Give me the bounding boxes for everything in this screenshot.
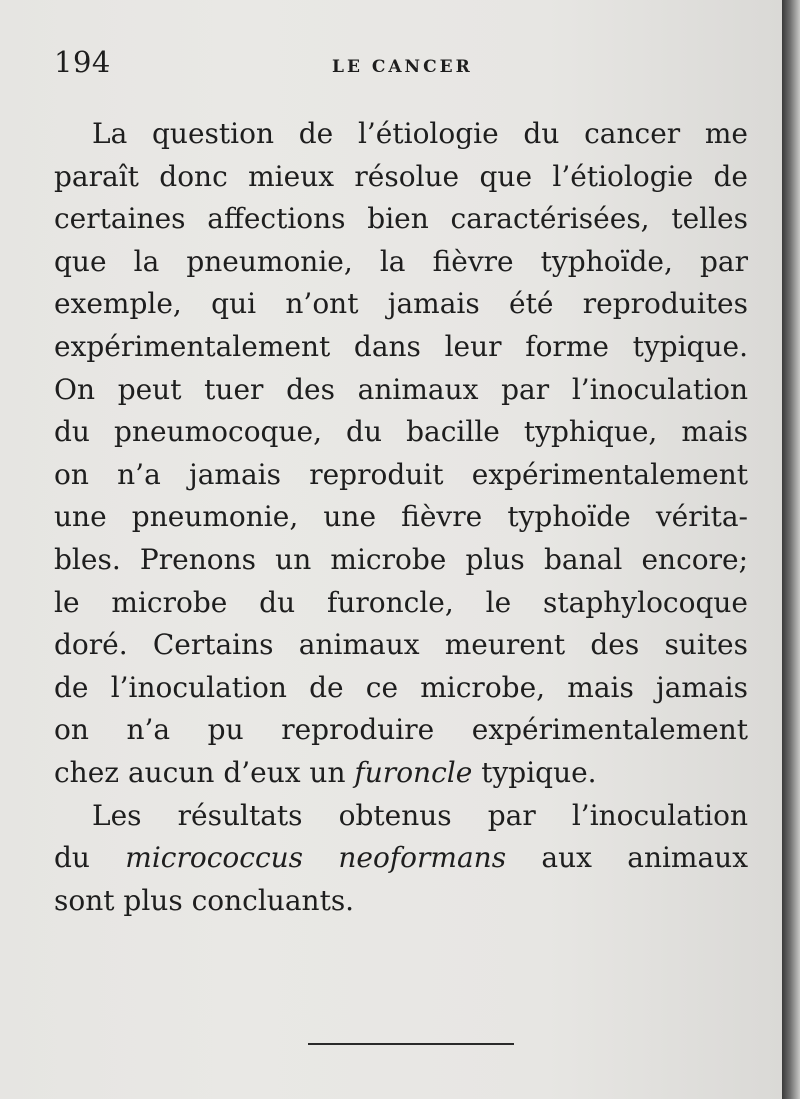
text-line: du pneumocoque, du bacille typhique, mais: [54, 415, 748, 449]
text-line: doré. Certains animaux meurent des suites: [54, 628, 748, 662]
text-line: on n’a pu reproduire expérimentalement: [54, 713, 748, 747]
text-line: Les résultats obtenus par l’inoculation: [92, 798, 748, 832]
text-line: expérimentalement dans leur forme typique.: [54, 329, 748, 363]
text-fragment: aux animaux: [506, 841, 748, 875]
text-line: certaines affections bien caractérisées, telles: [54, 202, 748, 236]
text-fragment: du: [54, 841, 126, 875]
text-line: sont plus concluants.: [54, 883, 355, 917]
page-header: [54, 45, 754, 89]
text-fragment: typique.: [472, 755, 597, 789]
text-line: exemple, qui n’ont jamais été reproduites: [54, 287, 748, 321]
text-fragment: chez aucun d’eux un: [54, 755, 355, 789]
text-line: on n’a jamais reproduit expérimentalement: [54, 457, 748, 491]
text-line: On peut tuer des animaux par l’inoculation: [54, 372, 748, 406]
text-line-italic-mix: [54, 752, 748, 795]
text-line: une pneumonie, une fièvre typhoïde vérita-: [54, 500, 748, 534]
running-title: LE CANCER: [332, 57, 473, 77]
italic-term: micrococcus neoformans: [125, 841, 507, 875]
paragraph-1: [54, 113, 748, 795]
page-number: 194: [54, 45, 111, 79]
body-text: [54, 113, 748, 922]
italic-term: furoncle: [354, 755, 473, 789]
page-edge-shadow: [782, 0, 800, 1099]
text-line: La question de l’étiologie du cancer me: [92, 117, 748, 150]
text-line: le microbe du furoncle, le staphylocoque: [54, 585, 748, 619]
text-line: bles. Prenons un microbe plus banal encore;: [54, 542, 748, 576]
text-line-italic-mix: [54, 837, 748, 880]
text-line: paraît donc mieux résolue que l’étiologie de: [54, 159, 748, 193]
paragraph-2: [54, 795, 748, 923]
end-rule: [308, 1043, 514, 1045]
text-line: que la pneumonie, la fièvre typhoïde, par: [54, 244, 748, 278]
text-line: de l’inoculation de ce microbe, mais jamais: [54, 670, 748, 704]
